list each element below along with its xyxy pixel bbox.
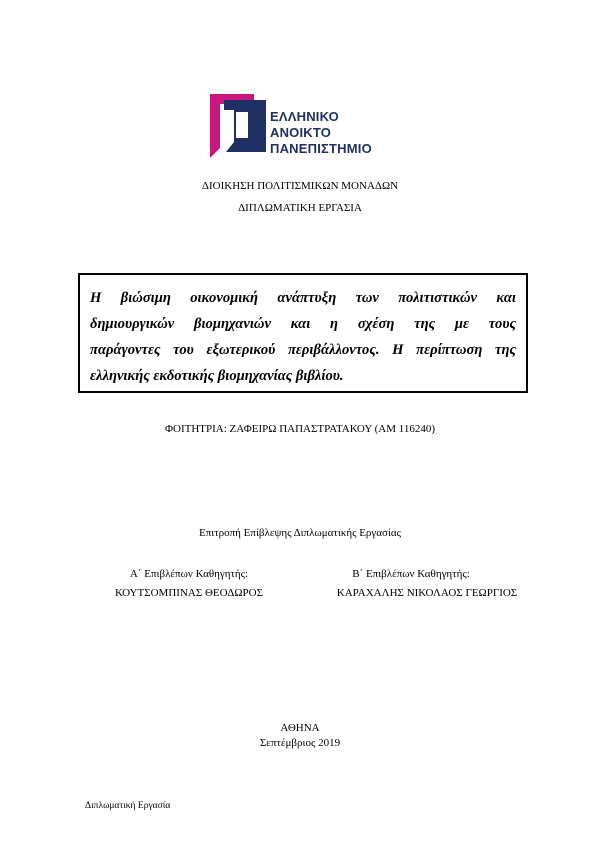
document-type: ΔΙΠΛΩΜΑΤΙΚΗ ΕΡΓΑΣΙΑ — [238, 202, 362, 214]
university-name — [270, 109, 372, 157]
program-name: ΔΙΟΙΚΗΣΗ ΠΟΛΙΤΙΣΜΙΚΩΝ ΜΟΝΑΔΩΝ — [201, 180, 399, 192]
second-supervisor-label: Β΄ Επιβλέπων Καθηγητής: — [352, 568, 470, 580]
university-name-line-2: ΑΝΟΙΚΤΟ — [270, 125, 332, 140]
first-supervisor-name: ΚΟΥΤΣΟΜΠΙΝΑΣ ΘΕΟΔΩΡΟΣ — [114, 587, 264, 599]
first-supervisor-label: Α΄ Επιβλέπων Καθηγητής: — [129, 568, 249, 580]
committee-heading: Επιτροπή Επίβλεψης Διπλωματικής Εργασίας — [198, 527, 402, 539]
thesis-title-line-4: ελληνικής εκδοτικής βιομηχανίας βιβλίου. — [90, 368, 344, 384]
date: Σεπτέμβριος 2019 — [259, 737, 341, 749]
university-name-line-1: ΕΛΛΗΝΙΚΟ — [270, 109, 339, 124]
thesis-title-line-3: παράγοντες του εξωτερικού περιβάλλοντος. Η περίπτωση της — [90, 342, 516, 358]
university-logo-mark — [208, 92, 270, 160]
thesis-title-box — [78, 273, 528, 393]
thesis-title-line-2: δημιουργικών βιομηχανιών και η σχέση της με τους — [90, 316, 516, 332]
page-footer: Διπλωματική Εργασία — [85, 801, 171, 811]
thesis-title-line-1: Η βιώσιμη οικονομική ανάπτυξη των πολιτιστικών και — [90, 290, 516, 306]
university-name-line-3: ΠΑΝΕΠΙΣΤΗΜΙΟ — [270, 141, 372, 156]
place: ΑΘΗΝΑ — [280, 722, 320, 734]
student-name: ΦΟΙΤΗΤΡΙΑ: ΖΑΦΕΙΡΩ ΠΑΠΑΣΤΡΑΤΑΚΟΥ (ΑΜ 116240) — [164, 423, 436, 435]
second-supervisor-name: ΚΑΡΑΧΑΛΗΣ ΝΙΚΟΛΑΟΣ ΓΕΩΡΓΙΟΣ — [336, 587, 518, 599]
